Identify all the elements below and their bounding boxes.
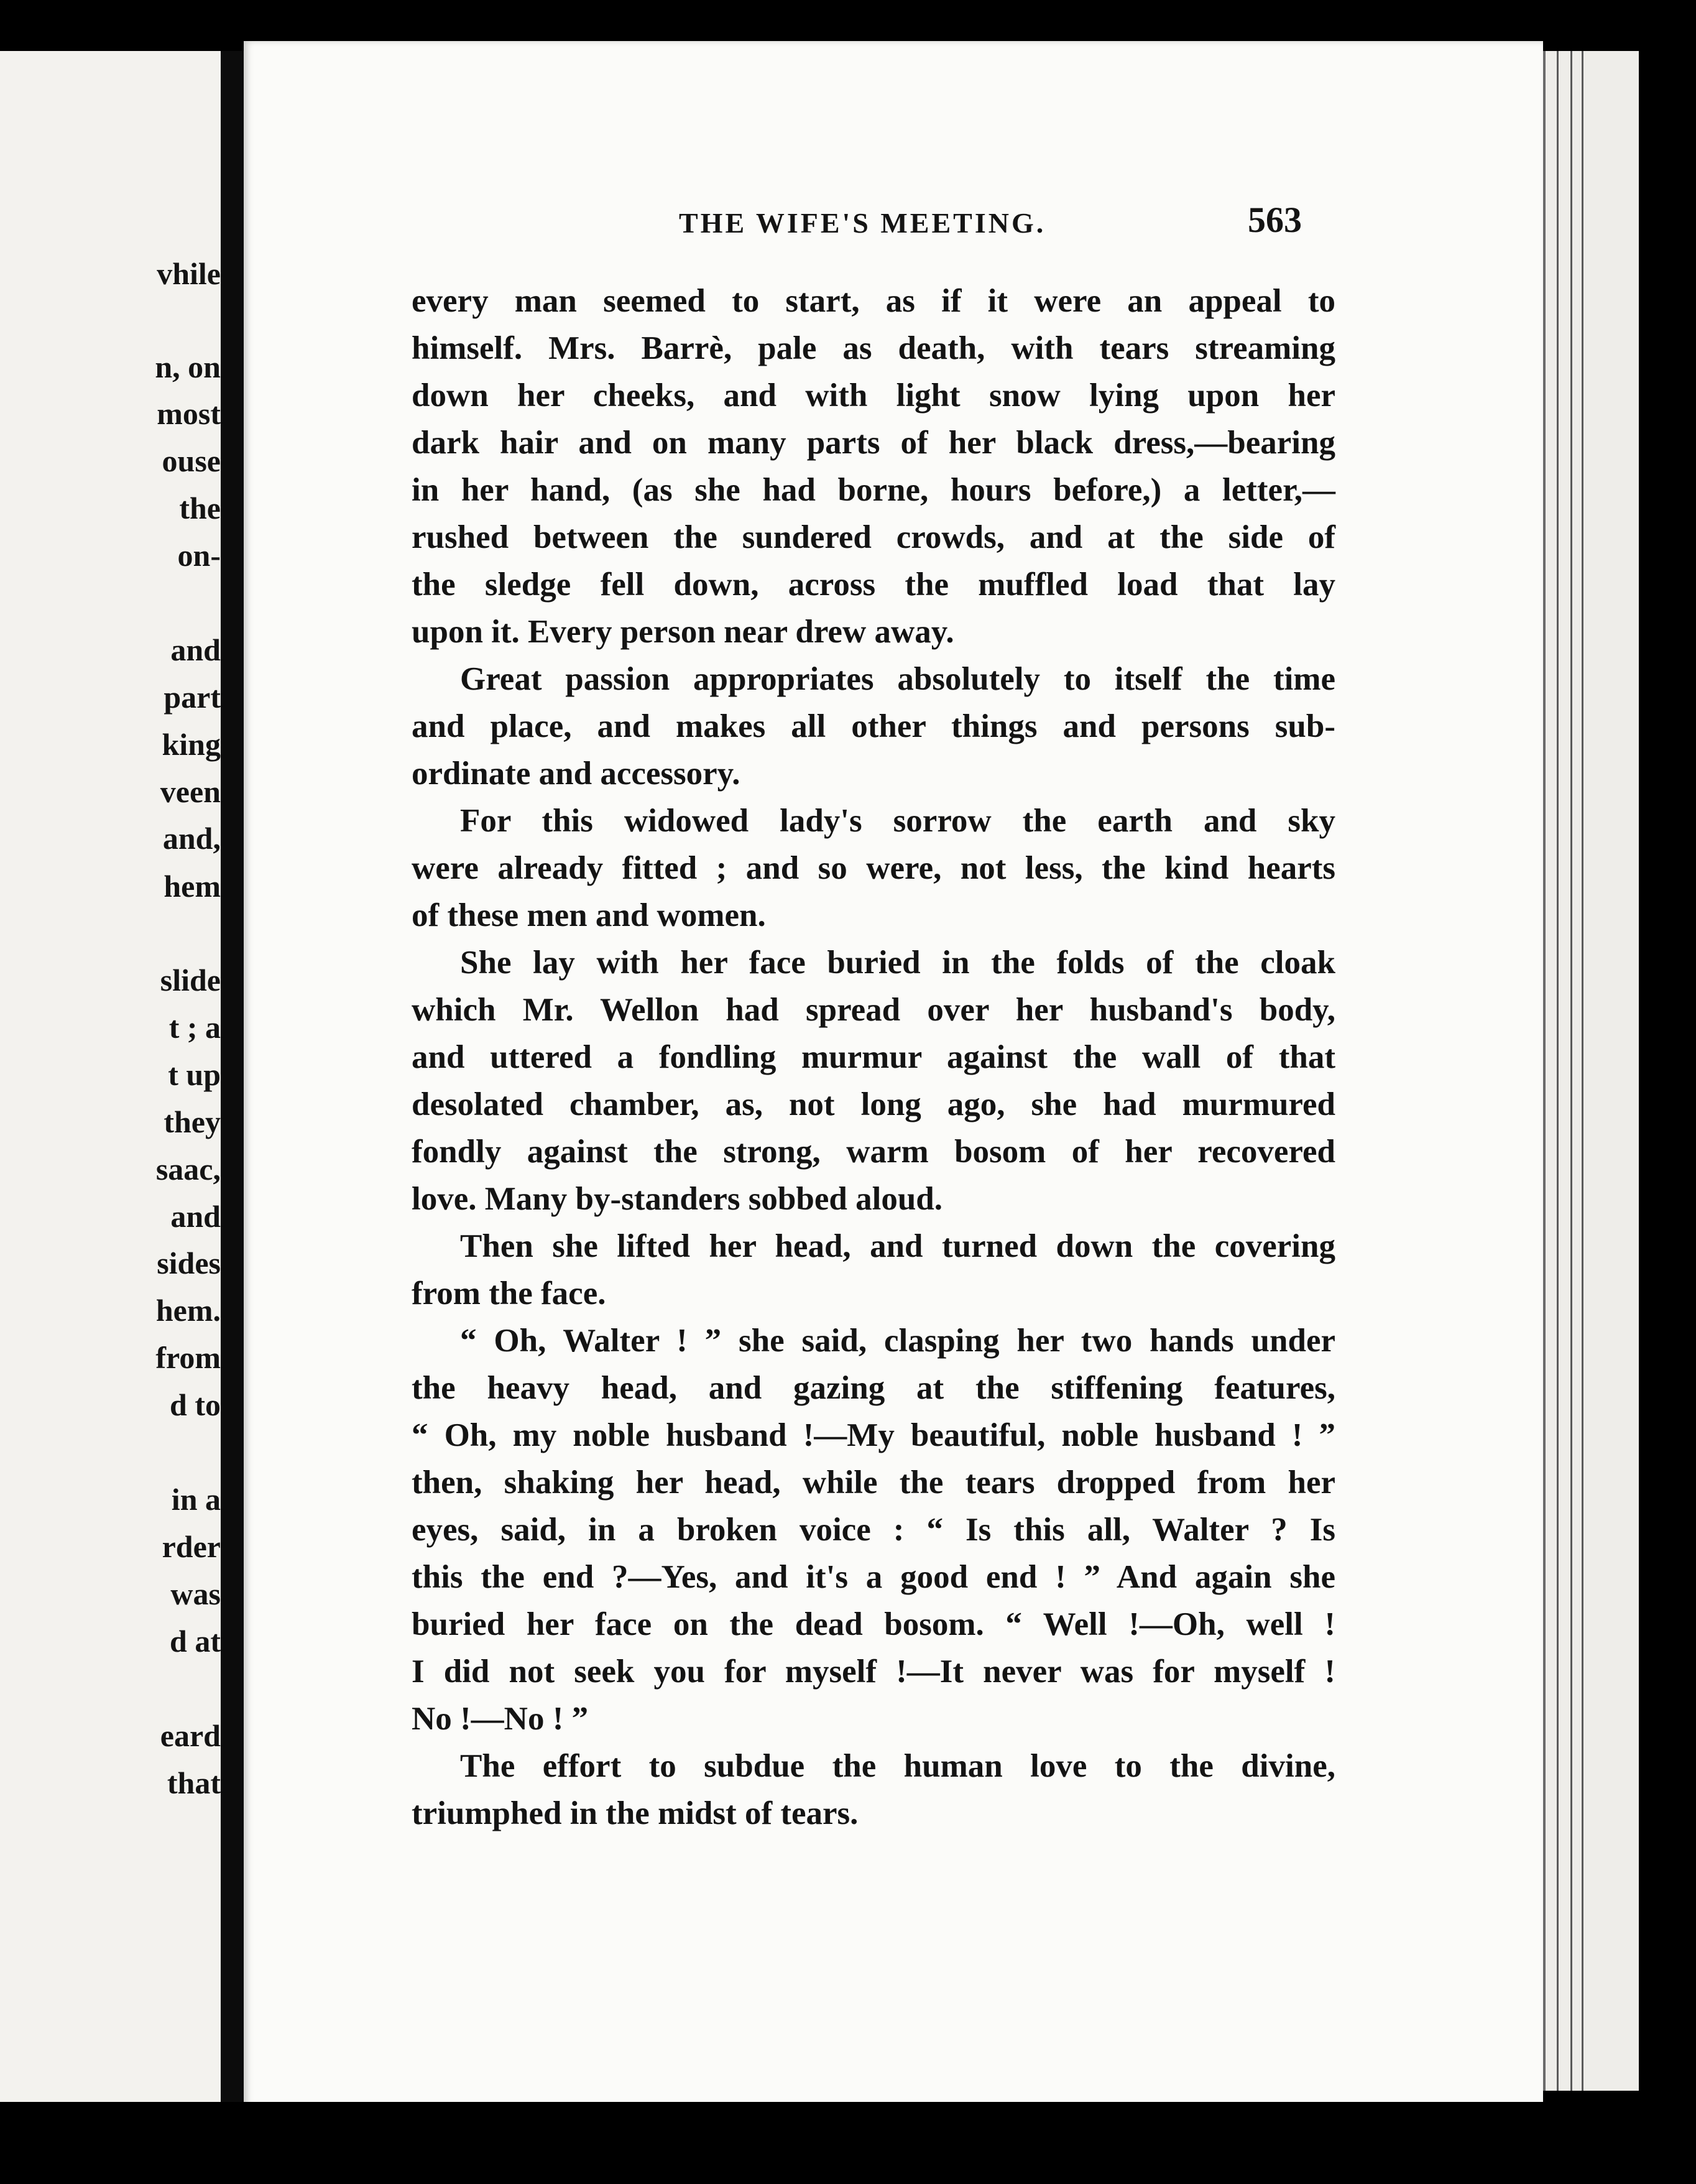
text-line: and uttered a fondling murmur against the wall of that <box>412 1039 1335 1075</box>
left-page-line-fragment: rder <box>162 1529 221 1564</box>
text-line: rushed between the sundered crowds, and at the side of <box>412 519 1335 555</box>
text-line: For this widowed lady's sorrow the earth and sky <box>460 803 1335 839</box>
text-line: buried her face on the dead bosom. “ Well !—Oh, well ! <box>412 1606 1335 1642</box>
text-line: every man seemed to start, as if it were an appeal to <box>412 283 1335 319</box>
left-page-line <box>0 445 221 476</box>
left-page-line-fragment: and <box>170 1199 221 1234</box>
left-page-fragment <box>0 51 221 2102</box>
left-page-line-fragment: t up <box>168 1057 221 1092</box>
page-number: 563 <box>1248 200 1302 240</box>
page-edges <box>1543 51 1639 2091</box>
left-page-line <box>0 1012 221 1043</box>
text-line: love. Many by-standers sobbed aloud. <box>412 1181 943 1217</box>
text-line: I did not seek you for myself !—It never was for myself ! <box>412 1654 1335 1690</box>
page-edge-line <box>1582 51 1583 2091</box>
text-line: “ Oh, Walter ! ” she said, clasping her two hands under <box>460 1323 1335 1359</box>
left-page-line-fragment: on- <box>177 538 221 573</box>
left-page-line-fragment: and, <box>162 821 221 856</box>
text-line: himself. Mrs. Barrè, pale as death, with tears streaming <box>412 330 1335 366</box>
left-page-line <box>0 1295 221 1326</box>
left-page-line-fragment: most <box>157 396 221 431</box>
left-page-line-fragment: n, on <box>155 349 221 384</box>
text-line: desolated chamber, as, not long ago, she had murmured <box>412 1086 1335 1122</box>
text-line: dark hair and on many parts of her black dress,—bearing <box>412 425 1335 461</box>
scan-border-bottom <box>244 2102 1636 2184</box>
left-page-line <box>0 1247 221 1279</box>
left-page-line <box>0 1720 221 1751</box>
left-page-line-fragment: hem. <box>155 1293 221 1328</box>
left-page-line <box>0 1389 221 1420</box>
text-line: Then she lifted her head, and turned down the covering <box>460 1228 1335 1264</box>
left-page-line-fragment: they <box>164 1104 221 1139</box>
text-line: the sledge fell down, across the muffled load that lay <box>412 567 1335 603</box>
left-page-line-fragment: and <box>170 632 221 667</box>
text-line: She lay with her face buried in the folds of the cloak <box>460 945 1335 981</box>
left-page-line <box>0 1767 221 1798</box>
text-line: upon it. Every person near drew away. <box>412 614 954 650</box>
text-line: in her hand, (as she had borne, hours before,) a letter,— <box>412 472 1335 508</box>
page-edge-line <box>1557 51 1559 2091</box>
page-edge-line <box>1570 51 1572 2091</box>
left-page-line-fragment: ouse <box>162 443 221 478</box>
left-page-line-fragment: that <box>167 1765 221 1800</box>
text-line: eyes, said, in a broken voice : “ Is this all, Walter ? Is <box>412 1512 1335 1548</box>
text-line: triumphed in the midst of tears. <box>412 1795 859 1831</box>
left-page-line <box>0 493 221 524</box>
left-page-line-fragment: d to <box>170 1387 221 1422</box>
left-page-line <box>0 1578 221 1609</box>
text-line: The effort to subdue the human love to the divine, <box>460 1748 1335 1784</box>
left-page-line <box>0 1106 221 1137</box>
left-page-line <box>0 398 221 429</box>
left-page-line-fragment: king <box>162 727 221 762</box>
text-line: fondly against the strong, warm bosom of her recovered <box>412 1134 1335 1170</box>
text-line: No !—No ! ” <box>412 1701 589 1737</box>
left-page-line-fragment: from <box>155 1340 221 1375</box>
text-line: Great passion appropriates absolutely to itself the time <box>460 661 1335 697</box>
running-head: THE WIFE'S MEETING. <box>679 207 1046 239</box>
text-line: from the face. <box>412 1275 606 1312</box>
left-page-line <box>0 634 221 665</box>
left-page-line-fragment: hem <box>164 869 221 904</box>
left-page-line <box>0 965 221 996</box>
left-page-line <box>0 540 221 571</box>
left-page-line <box>0 823 221 854</box>
left-page-line-fragment: veen <box>160 774 221 809</box>
left-page-line <box>0 351 221 382</box>
left-page-line <box>0 1201 221 1232</box>
left-page-line <box>0 258 221 289</box>
text-line: “ Oh, my noble husband !—My beautiful, noble husband ! ” <box>412 1417 1335 1453</box>
left-page-line-fragment: was <box>170 1576 221 1611</box>
book-gutter <box>221 51 246 2102</box>
text-line: down her cheeks, and with light snow lying upon her <box>412 377 1335 414</box>
text-line: were already fitted ; and so were, not less, the kind hearts <box>412 850 1335 886</box>
text-line: this the end ?—Yes, and it's a good end ! ” And again she <box>412 1559 1335 1595</box>
left-page-line <box>0 871 221 902</box>
left-page-line <box>0 1342 221 1373</box>
text-line: ordinate and accessory. <box>412 756 740 792</box>
left-page-line-fragment: d at <box>170 1624 221 1659</box>
left-page-line <box>0 729 221 760</box>
body-text <box>412 277 1335 1837</box>
text-line: which Mr. Wellon had spread over her husband's body, <box>412 992 1335 1028</box>
left-page-line-fragment: the <box>179 491 221 525</box>
left-page-line-fragment: in a <box>171 1482 221 1517</box>
left-page-line-fragment: t ; a <box>168 1010 221 1045</box>
left-page-line-fragment: eard <box>160 1718 221 1753</box>
left-page-line <box>0 682 221 713</box>
left-page-line-fragment: saac, <box>155 1152 221 1187</box>
left-page-line <box>0 1154 221 1185</box>
left-page-line <box>0 776 221 807</box>
text-line: of these men and women. <box>412 897 766 933</box>
left-page-line <box>0 1484 221 1515</box>
left-page-line <box>0 1626 221 1657</box>
left-page-line-fragment: vhile <box>157 256 221 291</box>
left-page-line-fragment: sides <box>157 1246 221 1280</box>
left-page-line-fragment: slide <box>160 963 221 997</box>
left-page-line <box>0 1059 221 1090</box>
left-page-line-fragment: part <box>164 680 221 715</box>
left-page-line <box>0 1531 221 1562</box>
text-line: and place, and makes all other things and persons sub- <box>412 708 1335 744</box>
text-line: the heavy head, and gazing at the stiffening features, <box>412 1370 1335 1406</box>
text-line: then, shaking her head, while the tears dropped from her <box>412 1464 1335 1501</box>
